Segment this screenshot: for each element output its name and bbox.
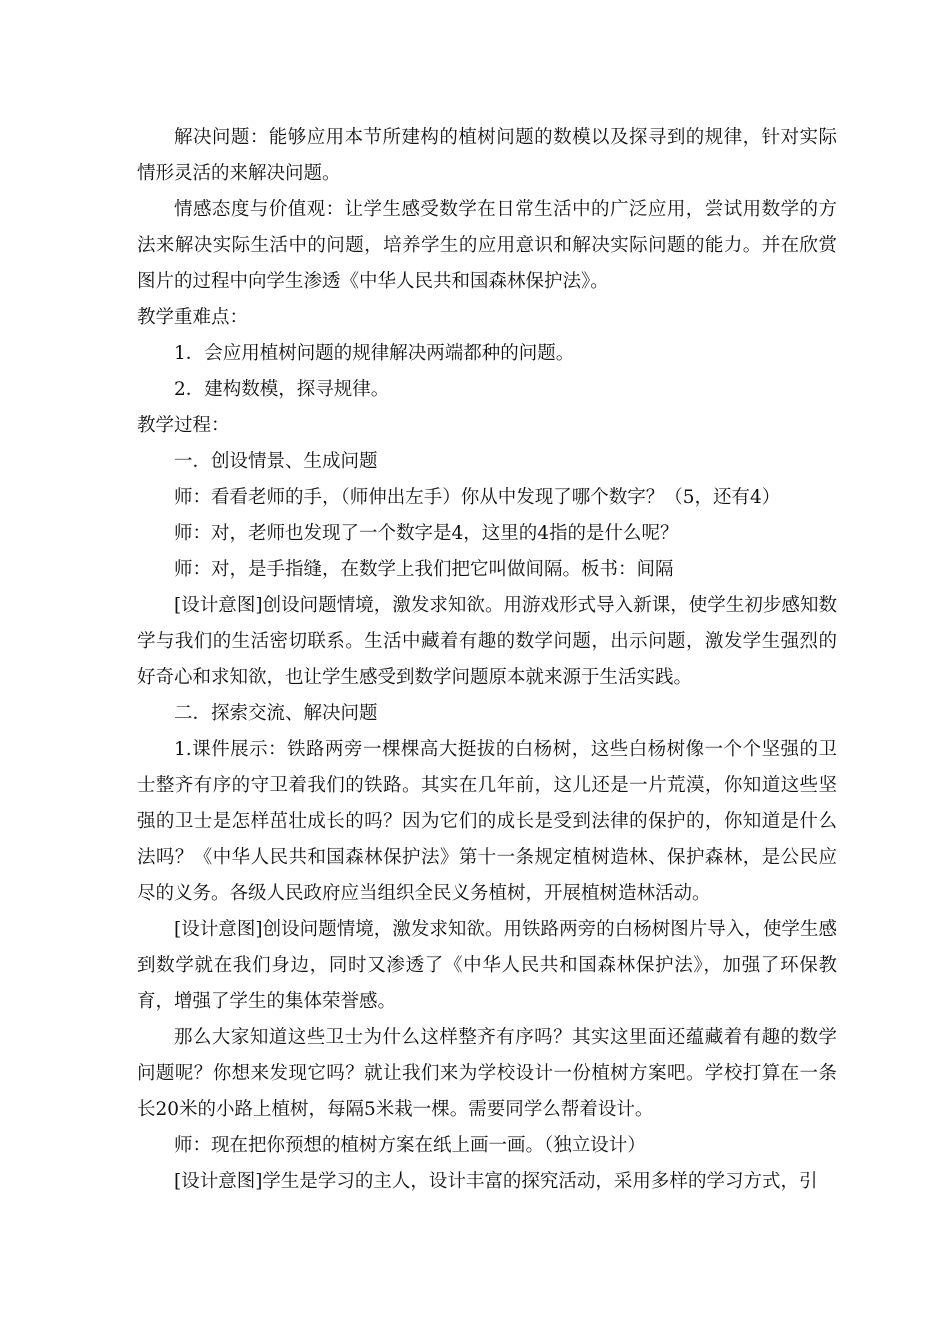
dialogue-line-3: 师：对，是手指缝，在数学上我们把它叫做间隔。板书：间隔 bbox=[174, 559, 674, 580]
list-item-difficulty-1: 1．会应用植树问题的规律解决两端都种的问题。 bbox=[174, 343, 575, 364]
dialogue-line-1: 师：看看老师的手，（师伸出左手）你从中发现了哪个数字？（5，还有4） bbox=[174, 487, 781, 508]
paragraph-emotion-values-goal: 情感态度与价值观：让学生感受数学在日常生活中的广泛应用，尝试用数学的方法来解决实际生活中的问题，培养学生的应用意识和解决实际问题的能力。并在欣赏图片的过程中向学生渗透《中华人民共和国森林保护法》。 bbox=[137, 199, 837, 292]
design-intent-2: [设计意图]创设问题情境，激发求知欲。用铁路两旁的白杨树图片导入，使学生感到数学就在我们身边，同时又渗透了《中华人民共和国森林保护法》，加强了环保教育，增强了学生的集体荣誉感。 bbox=[137, 919, 837, 1012]
document-body bbox=[137, 120, 837, 1200]
heading-key-difficulties: 教学重难点： bbox=[137, 307, 249, 328]
dialogue-line-4: 师：现在把你预想的植树方案在纸上画一画。（独立设计） bbox=[174, 1135, 646, 1156]
list-item-difficulty-2: 2．建构数模，探寻规律。 bbox=[174, 379, 390, 400]
design-intent-3: [设计意图]学生是学习的主人，设计丰富的探究活动，采用多样的学习方式，引 bbox=[174, 1171, 818, 1192]
design-intent-1: [设计意图]创设问题情境，激发求知欲。用游戏形式导入新课，使学生初步感知数学与我们的生活密切联系。生活中藏着有趣的数学问题，出示问题，激发学生强烈的好奇心和求知欲，也让学生感受到数学问题原本就来源于生活实践。 bbox=[137, 595, 837, 688]
section-heading-2: 二．探索交流、解决问题 bbox=[174, 703, 378, 724]
planting-problem-paragraph: 那么大家知道这些卫士为什么这样整齐有序吗？其实这里面还蕴藏着有趣的数学问题呢？你想来发现它吗？就让我们来为学校设计一份植树方案吧。学校打算在一条长20米的小路上植树，每隔5米栽一棵。需要同学么帮着设计。 bbox=[137, 1027, 837, 1120]
paragraph-problem-solving-goal: 解决问题：能够应用本节所建构的植树问题的数模以及探寻到的规律，针对实际情形灵活的来解决问题。 bbox=[137, 127, 837, 184]
section-heading-1: 一．创设情景、生成问题 bbox=[174, 451, 378, 472]
courseware-display-paragraph: 1.课件展示：铁路两旁一棵棵高大挺拔的白杨树，这些白杨树像一个个坚强的卫士整齐有序的守卫着我们的铁路。其实在几年前，这儿还是一片荒漠，你知道这些坚强的卫士是怎样茁壮成长的吗？因为它们的成长是受到法律的保护的，你知道是什么法吗？《中华人民共和国森林保护法》第十一条规定植树造林、保护森林，是公民应尽的义务。各级人民政府应当组织全民义务植树，开展植树造林活动。 bbox=[137, 739, 837, 904]
dialogue-line-2: 师：对，老师也发现了一个数字是4，这里的4指的是什么呢？ bbox=[174, 523, 679, 544]
heading-teaching-process: 教学过程： bbox=[137, 415, 230, 436]
